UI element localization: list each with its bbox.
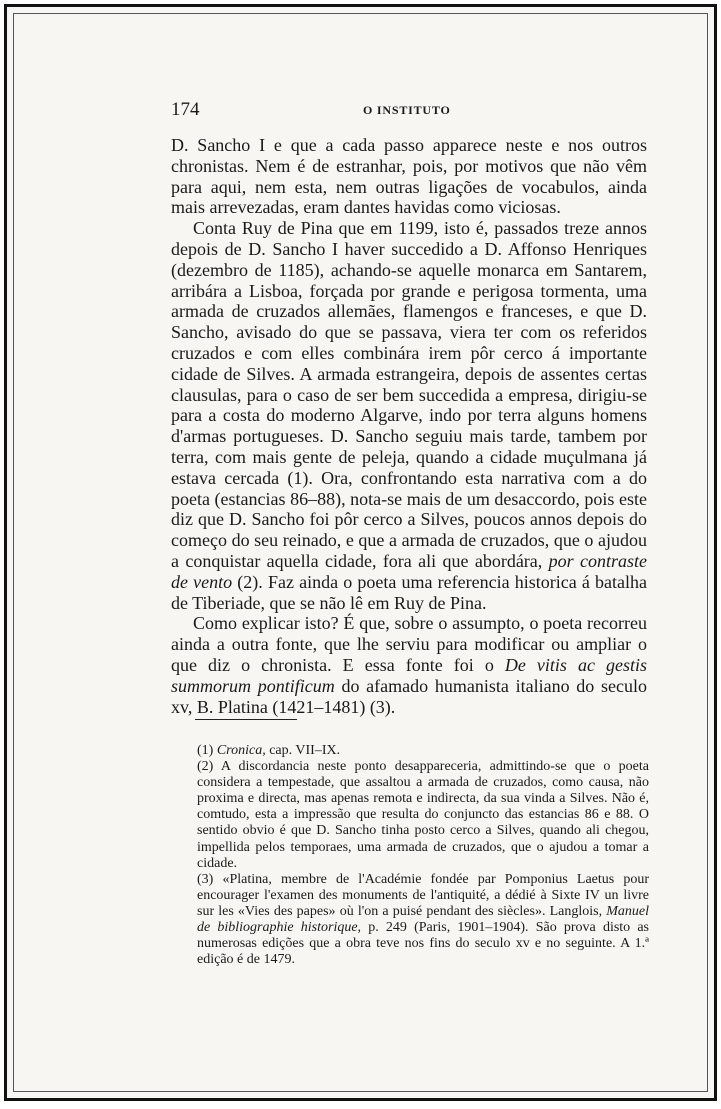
paragraph-2-text-a: Conta Ruy de Pina que em 1199, isto é, passados treze annos depois de D. Sancho I haver succedido a D. Affonso Henriques (dezembro de 1185), achando-se aquelle monarca em Santarem, arribára a Lisboa, forçada por grande e perigosa tormenta, uma armada de cruzados allemães, flamengos e franceses, e que D. Sancho, avisado do que se passava, viera ter com os referidos cruzados e com elles combinára irem pôr cerco á importante cidade de Silves. A armada estrangeira, depois de assentes certas clausulas, para o caso de ser bem succedida a empresa, dirigiu-se para a costa do moderno Algarve, indo por terra alguns homens d'armas portugueses. D. Sancho seguiu mais tarde, tambem por terra, com mais gente de peleja, quando a cidade muçulmana já estava cercada (1). Ora, confrontando esta narrativa com a do poeta (estancias 86–88), nota-se mais de um desaccordo, pois este diz que D. Sancho foi pôr cerco a Silves, poucos annos depois do começo do seu reinado, e que a armada de cruzados, que o ajudou a conquistar aquella cidade, fora ali que abordára,	[171, 218, 647, 571]
footnote-3-book-title: Manuel de bibliographie historique,	[197, 903, 649, 936]
footnote-3-text-a: (3) «Platina, membre de l'Académie fondée par Pomponius Laetus pour encourager l'examen des monuments de l'antiquité, a dédié à Sixte IV un livre sur les «Vies des papes» où l'on a puisé pendant des siècles». Langlois,	[197, 871, 649, 919]
footnote-2: (2) A discordancia neste ponto desappareceria, admittindo-se que o poeta considera a tempestade, que assaltou a armada de cruzados, como causa, não proxima e directa, mas apenas remota e indirecta, da sua vinda a Silves. Não é, comtudo, esta a impressão que resulta do conjuncto das estancias 86 e 88. O sentido obvio é que D. Sancho tinha posto cerco a Silves, quando ali chegou, impellida pelos temporaes, uma armada de cruzados, que o ajudou a tomar a cidade.	[197, 759, 649, 871]
paragraph-3-text-a: Como explicar isto? É que, sobre o assumpto, o poeta recorreu ainda a outra fonte, que lhe serviu para modificar ou ampliar o que diz o chronista. E essa fonte foi o	[171, 613, 647, 675]
paragraph-2-text-b: (2). Faz ainda o poeta uma referencia historica á batalha de Tiberiade, que se não lê em Ruy de Pina.	[171, 571, 648, 613]
page-number: 174	[171, 99, 200, 120]
paragraph-3-text-b: do afamado humanista italiano do seculo xv, B. Platina (1421–1481) (3).	[171, 675, 648, 717]
book-page	[4, 4, 717, 1101]
footnote-3-text-b: p. 249 (Paris, 1901–1904). São prova disto as numerosas edições que a obra teve nos fins do seculo xv e no seguinte. A 1.ª edição é de 1479.	[197, 920, 650, 968]
footnote-1-text: cap. VII–IX.	[265, 743, 341, 758]
footnote-separator	[195, 719, 297, 720]
paragraph-2-quote: por contraste de vento	[171, 550, 647, 592]
paragraph-2	[171, 218, 647, 613]
paragraph-3	[171, 613, 647, 717]
footnote-1	[197, 743, 649, 759]
running-title: O INSTITUTO	[363, 103, 451, 117]
paragraph-3-book-title: De vitis ac gestis summorum pontificum	[171, 654, 647, 696]
footnote-1-number: (1)	[197, 743, 217, 758]
footnote-3	[197, 872, 649, 969]
footnote-1-title: Cronica,	[216, 743, 266, 758]
page-header	[171, 99, 611, 119]
paragraph-1: D. Sancho I e que a cada passo apparece neste e nos outros chronistas. Nem é de estranhar, pois, por motivos que não vêm para aqui, nem esta, nem outras ligações de vocabulos, ainda mais arrevezadas, eram dantes havidas como viciosas.	[171, 135, 647, 218]
main-text	[171, 135, 647, 717]
footnotes	[197, 743, 649, 968]
